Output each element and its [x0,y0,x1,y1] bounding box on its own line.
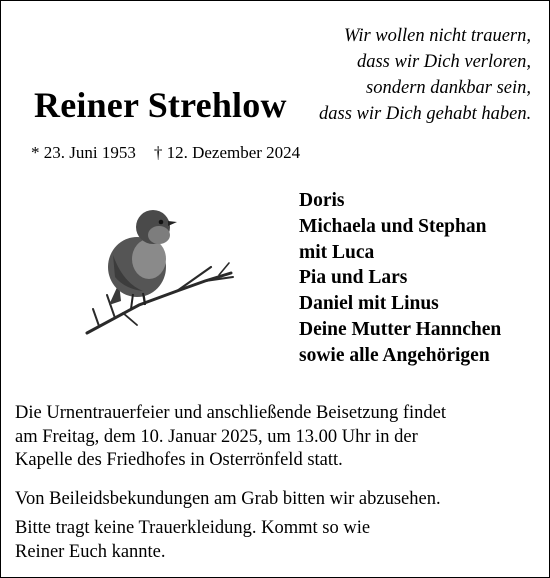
condolences-line: Von Beileidsbekundungen am Grab bitten wir abzusehen. [15,489,441,509]
condolences-paragraph [15,488,441,512]
robin-bird-image [79,197,239,337]
mourner-line: Michaela und Stephan [299,215,487,237]
mourner-line: Pia und Lars [299,267,408,289]
closing-line: Reiner Euch kannte. [15,541,166,562]
closing-paragraph [15,517,370,564]
poem-line: dass wir Dich verloren, [356,52,531,72]
mourner-line: Doris [299,190,345,211]
ceremony-line: am Freitag, dem 10. Januar 2025, um 13.00 Uhr in der [15,426,418,447]
ceremony-paragraph [15,402,446,473]
mourners-list [299,188,501,369]
poem-line: Wir wollen nicht trauern, [343,26,531,46]
mourner-line: sowie alle Angehörigen [299,344,490,366]
mourner-line: Daniel mit Linus [299,293,439,315]
deceased-name: Reiner Strehlow [34,85,287,125]
mourner-line: Deine Mutter Hannchen [299,318,502,340]
death-date: † 12. Dezember 2024 [153,143,301,162]
life-dates [31,143,300,163]
ceremony-line: Kapelle des Friedhofes in Osterrönfeld statt. [15,450,343,471]
poem-line: dass wir Dich gehabt haben. [319,104,532,124]
mourner-line: mit Luca [299,241,375,263]
poem-verse [319,23,531,127]
ceremony-line: Die Urnentrauerfeier und anschließende Beisetzung findet [15,403,446,423]
closing-line: Bitte tragt keine Trauerkleidung. Kommt so wie [15,518,371,538]
poem-line: sondern dankbar sein, [366,78,531,98]
birth-date: * 23. Juni 1953 [31,143,136,162]
